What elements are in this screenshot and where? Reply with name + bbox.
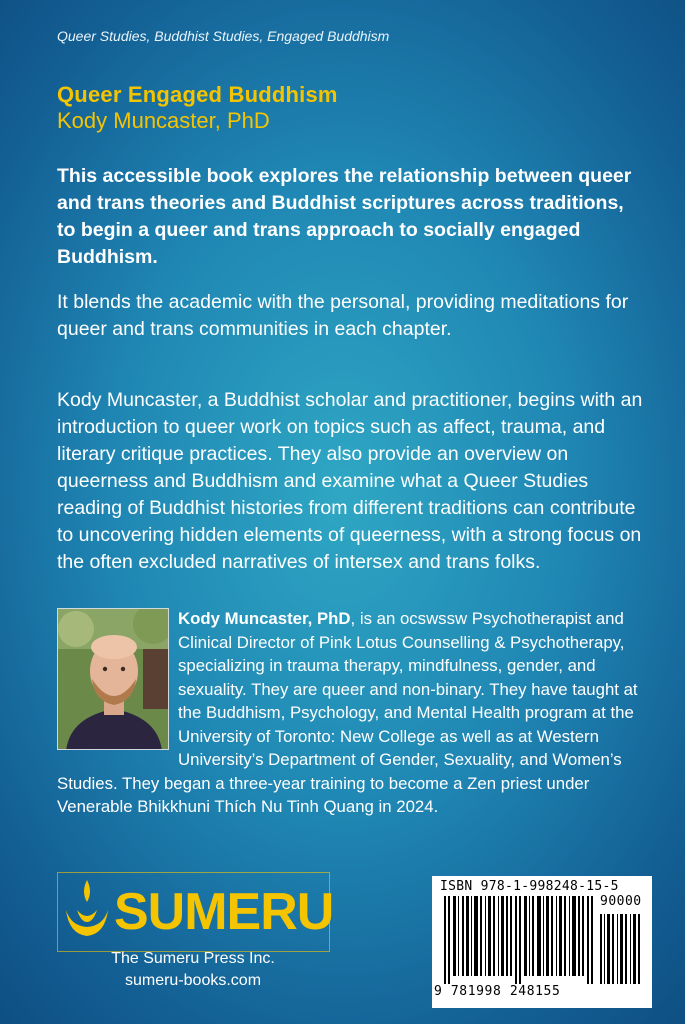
- publisher-name: The Sumeru Press Inc.: [111, 950, 275, 967]
- blurb-paragraph-3: Kody Muncaster, a Buddhist scholar and practitioner, begins with an introduction to queer work on topics such as affect, trauma, and literary critique practices. They also provide an overview on queerness and Buddhism and examine what a Queer Studies reading of Buddhist histories from different traditions can contribute to uncovering hidden elements of queerness, with a strong focus on the often excluded narratives of intersex and trans folks.: [57, 389, 643, 573]
- barcode: [432, 876, 652, 1008]
- barcode-bars: [440, 896, 645, 986]
- ean-digits: 9 781998 248155: [434, 984, 561, 999]
- book-author: Kody Muncaster, PhD: [57, 108, 270, 133]
- bio-text: , is an ocswssw Psychotherapist and Clinical Director of Pink Lotus Counselling & Psychotherapy, specializing in trauma therapy, mindfulness, gender, and sexuality. They are queer and non-binary. They have taught at the Buddhism, Psychology, and Mental Health program at the University of Toronto: New College as well as at Western University’s Department of Gender, Sexuality, and Women’s Studies. They began a three-year training to become a Zen priest under Venerable Bhikkhuni Thích Nu Tinh Quang in 2024.: [57, 609, 638, 816]
- publisher-website: sumeru-books.com: [124, 972, 262, 989]
- author-bio: [57, 607, 647, 819]
- lotus-flame-icon: [61, 876, 113, 948]
- isbn-text: ISBN 978-1-998248-15-5: [440, 879, 619, 894]
- bio-name: Kody Muncaster, PhD: [178, 609, 351, 628]
- logo-wordmark: SUMERU: [114, 883, 334, 941]
- category-line: Queer Studies, Buddhist Studies, Engaged Buddhism: [57, 28, 390, 44]
- blurb-paragraph-2: It blends the academic with the personal, providing meditations for queer and trans communities in each chapter.: [57, 291, 629, 340]
- book-title: Queer Engaged Buddhism: [57, 82, 338, 107]
- blurb-paragraph-1: This accessible book explores the relationship between queer and trans theories and Buddhist scriptures across traditions, to begin a queer and trans approach to socially engaged Buddhism.: [57, 165, 632, 268]
- barcode-addon: 90000: [600, 894, 642, 909]
- publisher-info: [57, 948, 329, 992]
- publisher-logo: [57, 872, 332, 954]
